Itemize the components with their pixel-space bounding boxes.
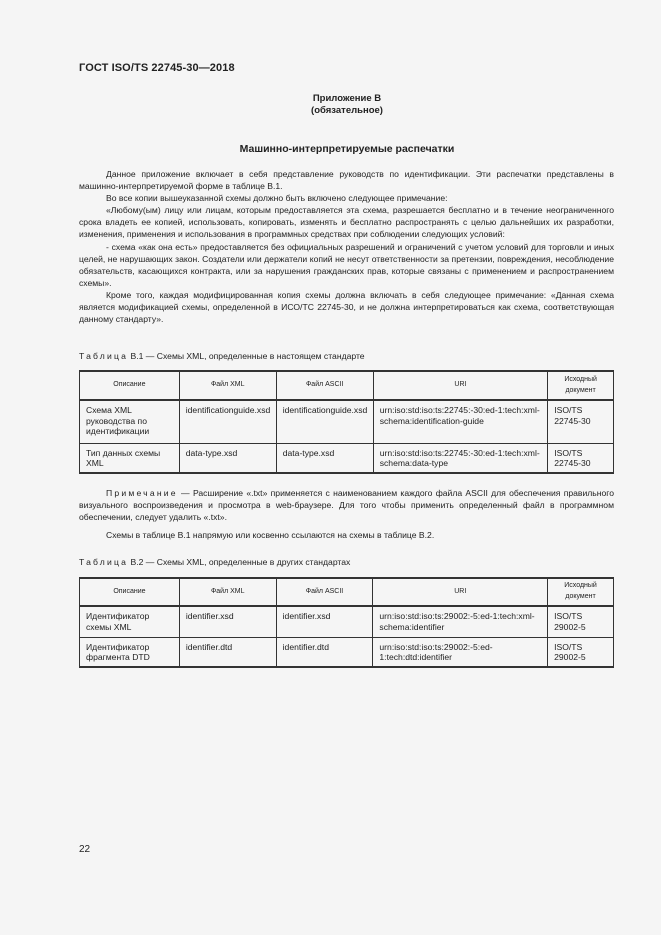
table-cell: urn:iso:std:iso:ts:29002:-5:ed-1:tech:dtd:identifier bbox=[373, 637, 548, 667]
table-row bbox=[80, 443, 614, 473]
column-header: URI bbox=[373, 578, 548, 606]
table-cell: identifier.dtd bbox=[179, 637, 276, 667]
page-number: 22 bbox=[79, 844, 91, 855]
note-block bbox=[79, 487, 614, 523]
paragraph: Схемы в таблице В.1 напрямую или косвенно ссылаются на схемы в таблице В.2. bbox=[106, 530, 435, 540]
note-dash: — bbox=[181, 488, 190, 498]
annex-title: Приложение В bbox=[312, 93, 382, 104]
schemes-reference bbox=[79, 529, 614, 541]
column-header: Файл XML bbox=[179, 371, 276, 400]
note-text: Расширение «.txt» применяется с наименованием каждого файла ASCII для обеспечения правильного визуального воспроизведения и просмотра в web-браузере. Для того чтобы применить определенный файл в программном обеспечении, следует удалить «.txt». bbox=[79, 488, 615, 523]
table-cell: urn:iso:std:iso:ts:29002:-5:ed-1:tech:xml-schema:identifier bbox=[373, 606, 548, 637]
column-header: Файл XML bbox=[179, 578, 276, 606]
table-cell: data-type.xsd bbox=[276, 443, 373, 473]
table-cell: Тип данных схемы XML bbox=[80, 443, 180, 473]
paragraph: «Любому(ым) лицу или лицам, которым предоставляется эта схема, разрешается бесплатно и в течение неограниченного срока владеть ее копией, использовать, копировать, изменять и бесплатно распространять с целью дальнейших их разработки, изменения, применения и использования в программных средствах при соблюдении следующих условий: bbox=[79, 205, 614, 240]
table-cell: ISO/TS 29002-5 bbox=[548, 637, 614, 667]
table-cell: Схема XML руководства по идентификации bbox=[80, 400, 180, 443]
table-cell: urn:iso:std:iso:ts:22745:-30:ed-1:tech:xml-schema:identification-guide bbox=[373, 400, 548, 443]
column-header: Файл ASCII bbox=[276, 578, 373, 606]
paragraph: Данное приложение включает в себя представление руководств по идентификации. Эти распечатки представлены в машинно-интерпретируемой форме в таблице В.1. bbox=[79, 169, 614, 192]
table-cell: ISO/TS 22745-30 bbox=[548, 400, 614, 443]
paragraph: Кроме того, каждая модифицированная копия схемы должна включать в себя следующее примечание: «Данная схема является модификацией схемы, определенной в ИСО/ТС 22745-30, и не должна интерпретироваться как схема, соответствующая данному стандарту». bbox=[79, 289, 614, 325]
column-header: Исходный документ bbox=[548, 578, 614, 606]
column-header: URI bbox=[373, 371, 548, 400]
table-cell: identifier.xsd bbox=[179, 606, 276, 637]
standard-designation: ГОСТ ISO/TS 22745-30—2018 bbox=[79, 62, 235, 74]
table-row bbox=[80, 637, 614, 667]
paragraph: Во все копии вышеуказанной схемы должно быть включено следующее примечание: bbox=[106, 193, 448, 204]
table2-caption-text: В.2 — Схемы XML, определенные в других стандартах bbox=[130, 557, 351, 567]
table-b1 bbox=[79, 370, 614, 474]
annex-status: (обязательное) bbox=[311, 105, 383, 116]
intro-text bbox=[79, 168, 614, 325]
column-header: Исходный документ bbox=[548, 371, 614, 400]
table-header-row bbox=[80, 578, 614, 606]
table-cell: identificationguide.xsd bbox=[276, 400, 373, 443]
table-cell: identificationguide.xsd bbox=[179, 400, 276, 443]
table2-caption-label: Таблица bbox=[79, 557, 129, 567]
section-title: Машинно-интерпретируемые распечатки bbox=[239, 143, 455, 155]
table1-caption-text: В.1 — Схемы XML, определенные в настоящем стандарте bbox=[130, 351, 365, 361]
paragraph: - схема «как она есть» предоставляется без официальных разрешений и ограничений с учетом условий для торговли и иных целей, не нарушающих закон. Создатели или держатели копий не несут ответственности за претензии, повреждения, несоблюдение обязательств, касающихся контракта, или за нарушения гражданских прав, которые связаны с применением и распространением схемы». bbox=[79, 241, 614, 288]
table-cell: identifier.xsd bbox=[276, 606, 373, 637]
table-cell: Идентификатор фрагмента DTD bbox=[80, 637, 180, 667]
table-cell: urn:iso:std:iso:ts:22745:-30:ed-1:tech:xml-schema:data-type bbox=[373, 443, 548, 473]
table-cell: Идентификатор схемы XML bbox=[80, 606, 180, 637]
table-row bbox=[80, 400, 614, 443]
column-header: Описание bbox=[80, 371, 180, 400]
table2-caption bbox=[79, 557, 350, 567]
table-header-row bbox=[80, 371, 614, 400]
table-cell: ISO/TS 22745-30 bbox=[548, 443, 614, 473]
note-paragraph bbox=[79, 487, 614, 523]
table-cell: identifier.dtd bbox=[276, 637, 373, 667]
column-header: Описание bbox=[80, 578, 180, 606]
table-b2 bbox=[79, 577, 614, 668]
table-cell: ISO/TS 29002-5 bbox=[548, 606, 614, 637]
table-row bbox=[80, 606, 614, 637]
note-label: Примечание bbox=[106, 488, 178, 498]
table1-caption bbox=[79, 351, 365, 361]
table-cell: data-type.xsd bbox=[179, 443, 276, 473]
column-header: Файл ASCII bbox=[276, 371, 373, 400]
table1-caption-label: Таблица bbox=[79, 351, 129, 361]
